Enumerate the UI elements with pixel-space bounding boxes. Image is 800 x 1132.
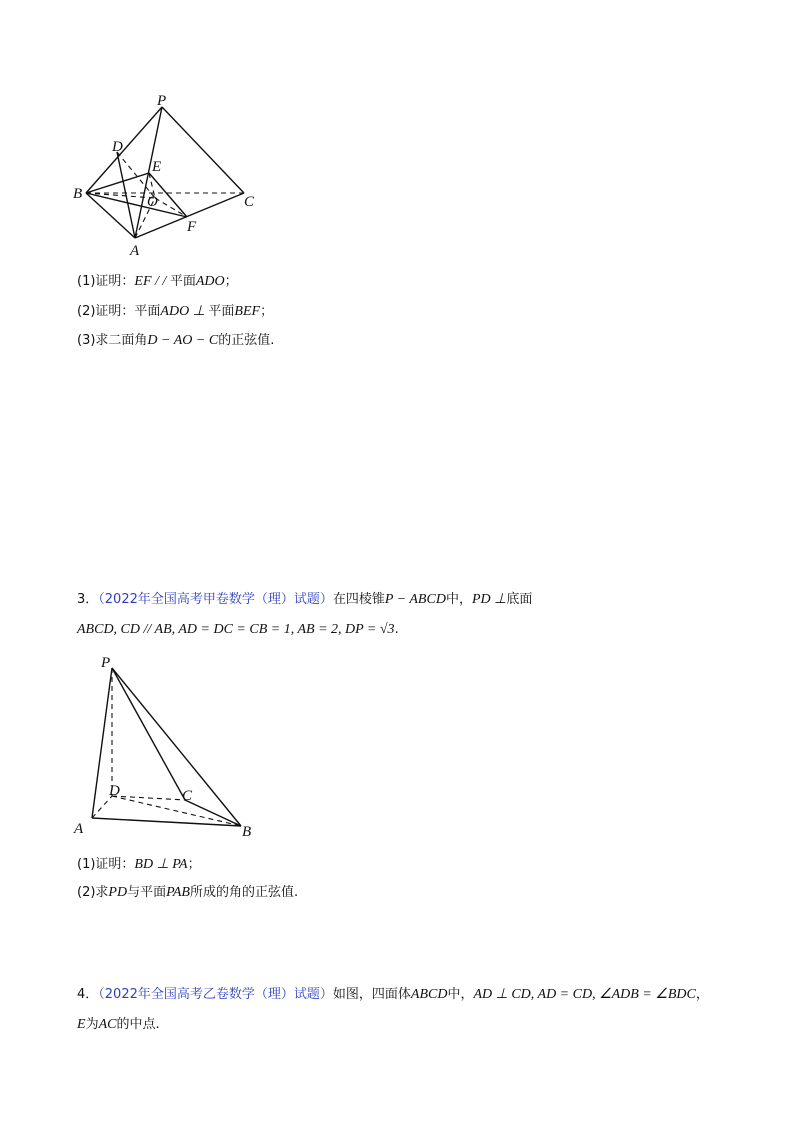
problem2-part3: (3)求二面角D − AO − C的正弦值. [77,333,275,348]
vertex-label-d: D [112,139,123,155]
vertex-label-b: B [242,824,252,840]
vertex-label-b: B [73,186,83,202]
point-label-f: F [187,219,197,235]
vertex-label-c: C [244,194,255,210]
problem2-part1: (1)证明：EF / / 平面ADO； [77,274,238,289]
problem4-source: （2022年全国高考乙卷数学（理）试题） [98,987,333,1002]
problem4-statement: 4．（2022年全国高考乙卷数学（理）试题）如图，四面体ABCD中，AD ⊥ CD, AD = CD, ∠ADB = ∠BDC， [77,987,709,1002]
point-label-e: E [152,159,162,175]
vertex-label-p: P [101,655,111,671]
problem3-source: （2022年全国高考甲卷数学（理）试题） [98,592,333,607]
vertex-label-a: A [74,821,84,837]
problem3-part2: (2)求PD与平面PAB所成的角的正弦值. [77,885,299,900]
vertex-label-d: D [109,783,120,799]
problem3-part1: (1)证明：BD ⊥ PA； [77,857,201,872]
problem3-given: ABCD, CD // AB, AD = DC = CB = 1, AB = 2, DP = √3. [77,622,399,637]
point-label-o: O [147,194,158,210]
vertex-label-p: P [157,93,167,109]
problem3-statement: 3．（2022年全国高考甲卷数学（理）试题）在四棱锥P − ABCD中，PD ⊥底面 [77,592,533,607]
problem2-part2: (2)证明：平面ADO ⊥ 平面BEF； [77,304,274,319]
figure-tetrahedron-pabc [70,92,270,262]
figure-pyramid-pabcd [70,650,270,842]
vertex-label-a: A [130,243,140,259]
problem4-line2: E为AC的中点. [77,1017,160,1032]
vertex-label-c: C [182,788,193,804]
